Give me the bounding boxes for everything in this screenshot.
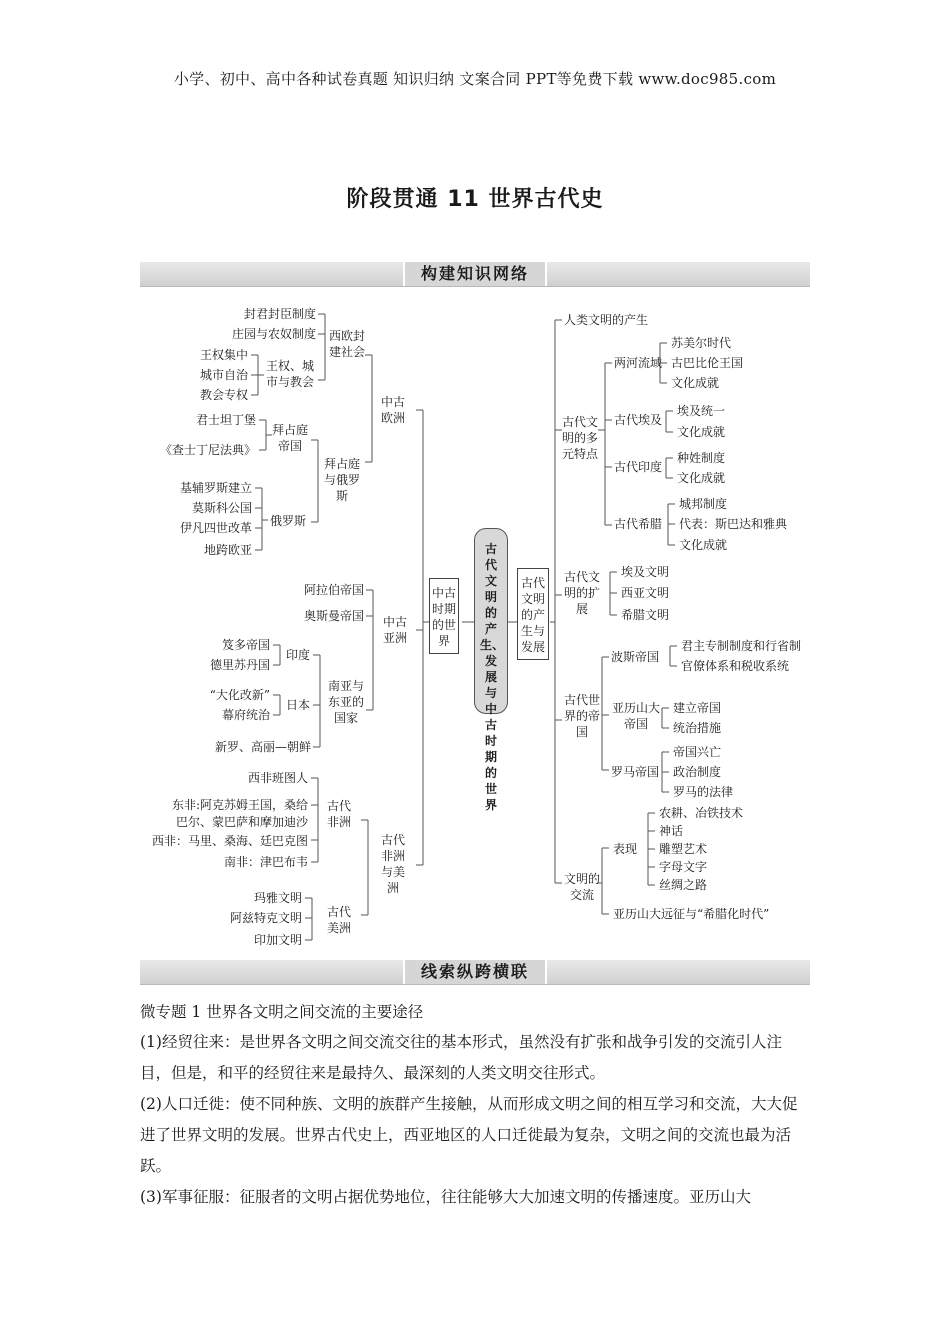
node-byz-russia: 拜占庭与俄罗斯	[323, 457, 360, 503]
node-russia: 俄罗斯	[270, 514, 307, 528]
africa-item-1: 西非班图人	[247, 771, 308, 785]
node-america: 古代美洲	[326, 905, 351, 935]
section-banner-knowledge	[140, 262, 810, 287]
byz-item-2: 《查士丁尼法典》	[159, 443, 256, 457]
mid-left-node	[429, 578, 459, 654]
asia-item-2: 奥斯曼帝国	[303, 609, 364, 623]
america-item-1: 玛雅文明	[253, 891, 302, 905]
ancient-india-item-2: 文化成就	[677, 471, 726, 485]
node-persia: 波斯帝国	[611, 650, 660, 664]
expansion-item-1: 埃及文明	[621, 565, 670, 579]
node-medieval-europe: 中古欧洲	[380, 395, 405, 425]
expansion-item-3: 希腊文明	[621, 608, 670, 622]
mid-right-label: 古代文明的产生与发展	[520, 576, 545, 654]
rome-item-1: 帝国兴亡	[673, 745, 722, 759]
performance-item-2: 神话	[659, 824, 684, 838]
paragraph-3: (3)军事征服：征服者的文明占据优势地位，往往能够大大加速文明的传播速度。亚历山大	[140, 1188, 751, 1206]
meso-item-2: 古巴比伦王国	[671, 356, 744, 370]
node-alexander: 亚历山大帝国	[612, 701, 661, 731]
node-expansion: 古代文明的扩展	[563, 570, 600, 616]
node-exchange: 文明的交流	[563, 872, 600, 902]
rome-item-3: 罗马的法律	[673, 785, 734, 799]
persia-item-1: 君主专制制度和行省制	[681, 639, 802, 653]
expansion-item-2: 西亚文明	[621, 586, 670, 600]
russia-item-2: 莫斯科公国	[191, 501, 252, 515]
west-item-1: 封君封臣制度	[243, 307, 316, 321]
america-item-2: 阿兹特克文明	[229, 911, 302, 925]
node-byzantine: 拜占庭帝国	[271, 423, 308, 453]
node-korea: 新罗、高丽—朝鲜	[214, 740, 311, 754]
node-ancient-india: 古代印度	[614, 460, 663, 474]
africa-item-5: 南非：津巴布韦	[223, 855, 308, 869]
center-node	[474, 528, 508, 812]
egypt-item-1: 埃及统一	[677, 404, 726, 418]
america-item-3: 印加文明	[253, 933, 302, 947]
section-banner-clues	[140, 960, 810, 985]
alexander-item-2: 统治措施	[673, 721, 722, 735]
west-item-2: 庄园与农奴制度	[231, 327, 316, 341]
russia-item-1: 基辅罗斯建立	[179, 481, 252, 495]
persia-item-2: 官僚体系和税收系统	[681, 659, 790, 673]
node-south-east-asia: 南亚与东亚的国家	[327, 679, 364, 725]
node-diverse: 古代文明的多元特点	[561, 415, 598, 461]
performance-item-1: 农耕、冶铁技术	[659, 806, 744, 820]
india-item-2: 德里苏丹国	[209, 658, 270, 672]
egypt-item-2: 文化成就	[677, 425, 726, 439]
mid-left-label: 中古时期的世界	[431, 586, 456, 648]
japan-item-2: 幕府统治	[221, 708, 270, 722]
node-human-origin: 人类文明的产生	[564, 313, 649, 327]
node-africa: 古代非洲	[326, 799, 351, 829]
kingship-item-2: 城市自治	[199, 368, 248, 382]
performance-item-4: 字母文字	[659, 860, 708, 874]
knowledge-map	[140, 300, 812, 955]
kingship-item-3: 教会专权	[199, 388, 248, 402]
node-west-feudal: 西欧封建社会	[328, 329, 365, 359]
node-hellenize: 亚历山大远征与“希腊化时代”	[613, 907, 770, 921]
russia-item-3: 伊凡四世改革	[179, 521, 252, 535]
banner-label-2: 线索纵跨横联	[403, 960, 547, 984]
alexander-item-1: 建立帝国	[673, 701, 722, 715]
node-rome: 罗马帝国	[611, 765, 660, 779]
node-japan: 日本	[286, 698, 311, 712]
india-item-1: 笈多帝国	[221, 638, 270, 652]
paragraph-2: (2)人口迁徙：使不同种族、文明的族群产生接触，从而形成文明之间的相互学习和交流，大大促进了世界文明的发展。世界古代史上，西亚地区的人口迁徙最为复杂，文明之间的交流也最为活跃。	[140, 1095, 798, 1175]
meso-item-1: 苏美尔时代	[671, 336, 732, 350]
page-title: 阶段贯通 11 世界古代史	[346, 187, 604, 212]
japan-item-1: “大化改新”	[209, 688, 270, 702]
greece-item-3: 文化成就	[679, 538, 728, 552]
subtopic-heading: 微专题 1 世界各文明之间交流的主要途径	[140, 1003, 424, 1021]
kingship-item-1: 王权集中	[199, 348, 248, 362]
node-india: 印度	[286, 648, 311, 662]
node-africa-america: 古代非洲与美洲	[380, 833, 405, 895]
center-label: 古代文明的产生、发展与中古时期的世界	[480, 542, 505, 812]
performance-item-5: 丝绸之路	[659, 878, 708, 892]
node-performance: 表现	[613, 842, 638, 856]
node-greece: 古代希腊	[614, 517, 663, 531]
ancient-india-item-1: 种姓制度	[677, 451, 726, 465]
meso-item-3: 文化成就	[671, 376, 720, 390]
greece-item-2: 代表：斯巴达和雅典	[679, 517, 788, 531]
byz-item-1: 君士坦丁堡	[195, 413, 256, 427]
greece-item-1: 城邦制度	[679, 497, 728, 511]
mid-right-node	[517, 568, 549, 660]
rome-item-2: 政治制度	[673, 765, 722, 779]
africa-item-2: 东非:阿克苏姆王国，桑给	[171, 798, 308, 812]
node-egypt: 古代埃及	[614, 413, 663, 427]
russia-item-4: 地跨欧亚	[203, 543, 252, 557]
africa-item-4: 西非：马里、桑海、廷巴克图	[151, 834, 308, 848]
body-paragraphs	[140, 1027, 812, 1213]
site-header: 小学、初中、高中各种试卷真题 知识归纳 文案合同 PPT等免费下载 www.doc985.com	[173, 70, 777, 88]
node-kingship: 王权、城市与教会	[265, 359, 314, 389]
banner-label: 构建知识网络	[403, 262, 547, 286]
paragraph-1: (1)经贸往来：是世界各文明之间交流交往的基本形式，虽然没有扩张和战争引发的交流引人注目，但是，和平的经贸往来是最持久、最深刻的人类文明交往形式。	[140, 1033, 782, 1082]
asia-item-1: 阿拉伯帝国	[303, 583, 364, 597]
performance-item-3: 雕塑艺术	[659, 842, 708, 856]
node-medieval-asia: 中古亚洲	[382, 615, 407, 645]
node-empires: 古代世界的帝国	[563, 693, 600, 739]
africa-item-3: 巴尔、蒙巴萨和摩加迪沙	[175, 815, 308, 829]
node-mesopotamia: 两河流域	[614, 356, 663, 370]
